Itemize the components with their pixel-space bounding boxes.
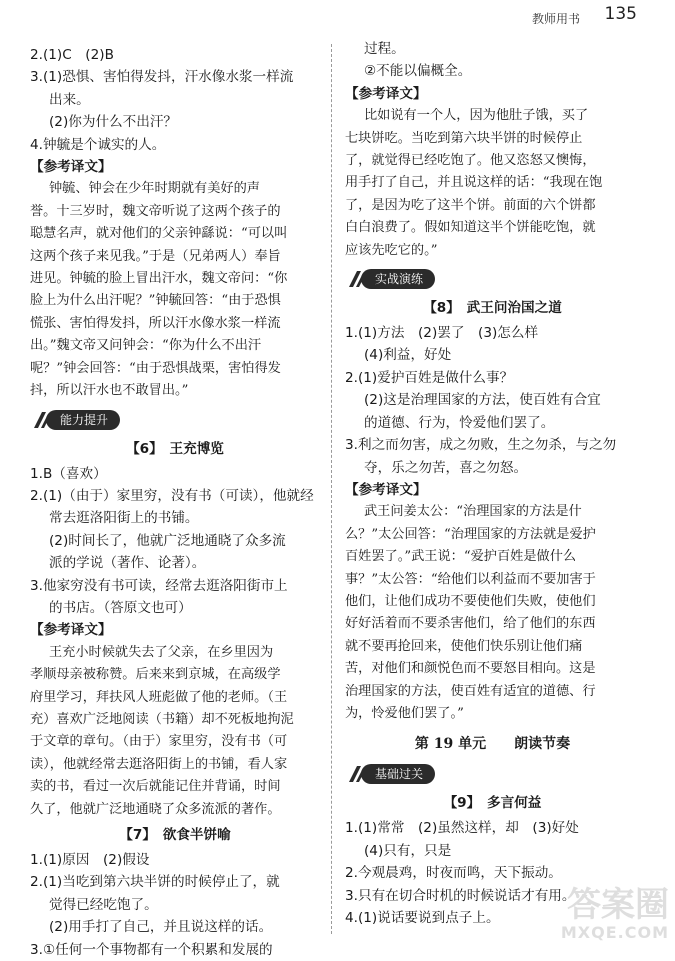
answer-line: ②不能以偏概全。	[364, 63, 472, 80]
watermark-url: MXQE.COM	[560, 923, 669, 942]
translation-line: 卖的书，看过一次后就能记住并背诵，时间	[30, 779, 281, 795]
translation-line: 王充小时候就失去了父亲，在乡里因为	[49, 644, 274, 660]
translation-line: 么？”太公回答：“治理国家的方法就是爱护	[345, 526, 596, 542]
translation-line: 好好活着而不要杀害他们，给了他们的东西	[345, 616, 596, 632]
section-banner	[345, 266, 640, 292]
section-title: 【8】 武王问治国之道	[423, 300, 562, 317]
translation-line: 久了，他就广泛地通晓了众多流派的著作。	[30, 801, 281, 817]
translation-line: 脸上为什么出汗呢？”钟毓回答：“由于恐惧	[30, 293, 281, 309]
answer-line: 常去逛洛阳街上的书铺。	[49, 510, 199, 527]
translation-line: 武王问姜太公：“治理国家的方法是什	[364, 504, 582, 520]
translation-line: 白白浪费了。假如知道这半个饼能吃饱，就	[345, 220, 596, 236]
answer-line: 派的学说（著作、论著）。	[49, 555, 206, 572]
translation-line: 七块饼吃。当吃到第六块半饼的时候停止	[345, 130, 583, 146]
answer-line: 1.(1)原因 (2)假设	[30, 852, 150, 868]
translation-line: 治理国家的方法，使百姓有适宜的道德、行	[345, 683, 596, 699]
right-column	[345, 38, 640, 929]
translation-line: 这两个孩子来见我。”于是（兄弟两人）奉旨	[30, 248, 281, 264]
answer-line: 的书店。（答原文也可）	[49, 599, 192, 616]
answer-line: 2.(1)当吃到第六块半饼的时候停止了，就	[30, 874, 280, 891]
answer-line: (2)用手打了自己，并且说这样的话。	[49, 919, 273, 936]
translation-line: 用手打了自己，并且说这样的话：“我现在饱	[345, 175, 603, 191]
answer-line: 3.他家穷没有书可读，经常去逛洛阳街市上	[30, 577, 288, 594]
answer-line: 2.今观晨鸡，时夜而鸣，天下振动。	[345, 865, 562, 882]
header-book-label: 教师用书	[531, 12, 580, 26]
translation-line: 应该先吃它的。”	[345, 242, 438, 258]
translation-line: 孝顺母亲被称赞。后来来到京城，在高级学	[30, 667, 281, 683]
answer-line: 夺，乐之勿苦，喜之勿怒。	[364, 459, 528, 476]
watermark-logo	[519, 885, 669, 958]
unit-heading: 第 19 单元 朗读节奏	[414, 736, 571, 753]
answer-line: (2)你为什么不出汗？	[49, 114, 178, 131]
reference-translation-heading: 【参考译文】	[345, 85, 427, 102]
column-divider	[331, 44, 332, 934]
translation-line: 府里学习，拜扶风人班彪做了他的老师。（王	[30, 689, 288, 705]
answer-line: (2)这是治理国家的方法，使百姓有合宜	[364, 392, 601, 409]
answer-line: (2)时间长了，他就广泛地通晓了众多流	[49, 532, 286, 549]
banner-label: 实战演练	[361, 269, 435, 289]
translation-line: 进见。钟毓的脸上冒出汗水，魏文帝问：“你	[30, 271, 288, 287]
section-title: 【9】 多言何益	[443, 795, 542, 812]
translation-line: 出。”魏文帝又问钟会：“你为什么不出汗	[30, 338, 262, 354]
answer-line: 的道德、行为，怜爱他们罢了。	[364, 414, 555, 431]
answer-line: 4.钟毓是个诚实的人。	[30, 136, 166, 153]
translation-line: 钟毓、钟会在少年时期就有美好的声	[49, 181, 260, 197]
answer-line: 觉得已经吃饱了。	[49, 896, 158, 913]
answer-line: (4)利益，好处	[364, 347, 452, 364]
answer-line: 过程。	[364, 41, 405, 57]
translation-line: 就不要再抢回来，使他们快乐别让他们痛	[345, 638, 583, 654]
answer-line: 3.利之而勿害，成之勿败，生之勿杀，与之勿	[345, 437, 617, 454]
answer-line: 3.①任何一个事物都有一个积累和发展的	[30, 941, 273, 958]
answer-line: 4.(1)说话要说到点子上。	[345, 910, 500, 926]
section-banner	[345, 761, 640, 787]
reference-translation-heading: 【参考译文】	[30, 159, 112, 176]
answer-line: 2.(1)C (2)B	[30, 47, 114, 63]
answer-line: (4)只有，只是	[364, 842, 452, 859]
translation-line: 了，是因为吃了这半个饼。前面的六个饼都	[345, 197, 596, 213]
answer-line: 1.(1)方法 (2)罢了 (3)怎么样	[345, 325, 539, 342]
translation-line: 比如说有一个人，因为他肚子饿，买了	[364, 108, 589, 124]
translation-line: 了，就觉得已经吃饱了。他又恣怒又懊悔，	[345, 153, 596, 169]
translation-line: 充）喜欢广泛地阅读（书籍）却不死板地拘泥	[30, 711, 294, 727]
section-banner	[30, 407, 320, 433]
translation-line: 为，怜爱他们罢了。”	[345, 705, 464, 721]
banner-label: 能力提升	[46, 410, 120, 430]
answer-line: 1.(1)常常 (2)虽然这样，却 (3)好处	[345, 820, 579, 837]
reference-translation-heading: 【参考译文】	[30, 622, 112, 639]
answer-line: 1.B（喜欢）	[30, 465, 107, 482]
translation-line: 慌张、害怕得发抖，所以汗水像水浆一样流	[30, 315, 281, 331]
answer-line: 2.(1)爱护百姓是做什么事？	[345, 369, 514, 386]
page-number: 135	[604, 4, 637, 24]
translation-line: 呢？”钟会回答：“由于恐惧战栗，害怕得发	[30, 360, 281, 376]
translation-line: 读），他就经常去逛洛阳街上的书铺，看人家	[30, 756, 288, 772]
translation-line: 誉。十三岁时，魏文帝听说了这两个孩子的	[30, 203, 281, 219]
translation-line: 百姓罢了。”武王说：“爱护百姓是做什么	[345, 549, 577, 565]
reference-translation-heading: 【参考译文】	[345, 481, 427, 498]
translation-line: 于文章的章句。（由于）家里穷，没有书（可	[30, 734, 288, 750]
section-title: 【7】 欲食半饼喻	[119, 827, 231, 843]
translation-line: 苦，对他们和颜悦色而不要怒目相向。这是	[345, 661, 596, 677]
banner-label: 基础过关	[361, 764, 435, 784]
translation-line: 他们，让他们成功不要使他们失败，使他们	[345, 593, 596, 609]
watermark-text: 答案圈	[567, 885, 669, 925]
section-title: 【6】 王充博览	[126, 440, 224, 457]
answer-line: 2.(1)（由于）家里穷，没有书（可读），他就经	[30, 487, 314, 504]
translation-line: 事？”太公答：“给他们以利益而不要加害于	[345, 571, 596, 587]
answer-line: 出来。	[49, 91, 90, 108]
translation-line: 聪慧名声，就对他们的父亲钟繇说：“可以叫	[30, 226, 288, 242]
left-column	[30, 44, 320, 961]
answer-line: 3.只有在切合时机的时候说话才有用。	[345, 887, 576, 904]
answer-line: 3.(1)恐惧、害怕得发抖，汗水像水浆一样流	[30, 69, 294, 86]
translation-line: 抖，所以汗水也不敢冒出。”	[30, 383, 189, 399]
